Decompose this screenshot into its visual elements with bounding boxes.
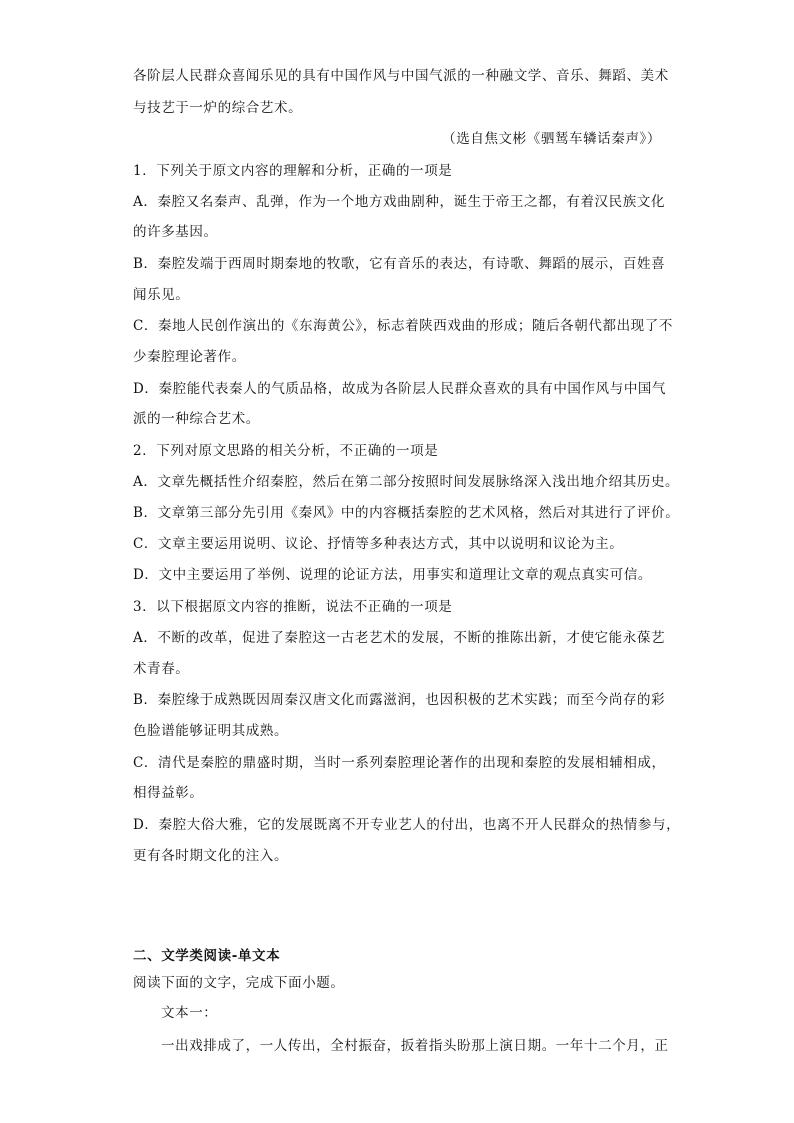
question-3-stem: 3．以下根据原文内容的推断，说法不正确的一项是 [133,599,453,615]
text-label: 文本一： [161,1005,218,1021]
section-heading: 二、文学类阅读-单文本 [133,948,281,964]
q1-option-a-line2: 的许多基因。 [133,224,218,240]
q3-option-d-line1: D．秦腔大俗大雅，它的发展既离不开专业艺人的付出，也离不开人民群众的热情参与， [133,817,681,833]
q1-option-c-line2: 少秦腔理论著作。 [133,349,246,365]
q3-option-b-line1: B．秦腔缘于成熟既因周秦汉唐文化而露滋润，也因积极的艺术实践；而至今尚存的彩 [133,692,666,708]
text-first-line: 一出戏排成了，一人传出，全村振奋，扳着指头盼那上演日期。一年十二个月，正 [161,1038,669,1054]
q1-option-a-line1: A．秦腔又名秦声、乱弹，作为一个地方戏曲剧种，诞生于帝王之都，有着汉民族文化 [133,194,666,210]
q1-option-d-line2: 派的一种综合艺术。 [133,411,260,427]
q1-option-b-line1: B．秦腔发端于西周时期秦地的牧歌，它有音乐的表达，有诗歌、舞蹈的展示，百姓喜 [133,256,666,272]
q3-option-c-line1: C．清代是秦腔的鼎盛时期，当时一系列秦腔理论著作的出现和秦腔的发展相辅相成， [133,755,666,771]
q3-option-d-line2: 更有各时期文化的注入。 [133,848,289,864]
passage-line: 与技艺于一炉的综合艺术。 [133,100,303,116]
question-1-stem: 1．下列关于原文内容的理解和分析，正确的一项是 [133,163,453,179]
passage-source: （选自焦文彬《驷𫛭车辚话秦声》） [442,131,661,147]
q1-option-b-line2: 闻乐见。 [133,287,190,303]
q2-option-c: C．文章主要运用说明、议论、抒情等多种表达方式，其中以说明和议论为主。 [133,536,624,552]
passage-line: 各阶层人民群众喜闻乐见的具有中国作风与中国气派的一种融文学、音乐、舞蹈、美术 [133,68,669,84]
q3-option-b-line2: 色脸谱能够证明其成熟。 [133,723,289,739]
q2-option-d: D．文中主要运用了举例、说理的论证方法，用事实和道理让文章的观点真实可信。 [133,567,653,583]
q1-option-c-line1: C．秦地人民创作演出的《东海黄公》，标志着陕西戏曲的形成；随后各朝代都出现了不 [133,318,673,334]
question-2-stem: 2．下列对原文思路的相关分析，不正确的一项是 [133,443,439,459]
q3-option-c-line2: 相得益彰。 [133,785,204,801]
q2-option-a: A．文章先概括性介绍秦腔，然后在第二部分按照时间发展脉络深入浅出地介绍其历史。 [133,474,680,490]
section-instruction: 阅读下面的文字，完成下面小题。 [133,975,345,991]
q1-option-d-line1: D．秦腔能代表秦人的气质品格，故成为各阶层人民群众喜欢的具有中国作风与中国气 [133,381,667,397]
q3-option-a-line2: 术青春。 [133,661,190,677]
q3-option-a-line1: A．不断的改革，促进了秦腔这一古老艺术的发展，不断的推陈出新，才使它能永葆艺 [133,630,666,646]
q2-option-b: B．文章第三部分先引用《秦风》中的内容概括秦腔的艺术风格，然后对其进行了评价。 [133,505,680,521]
